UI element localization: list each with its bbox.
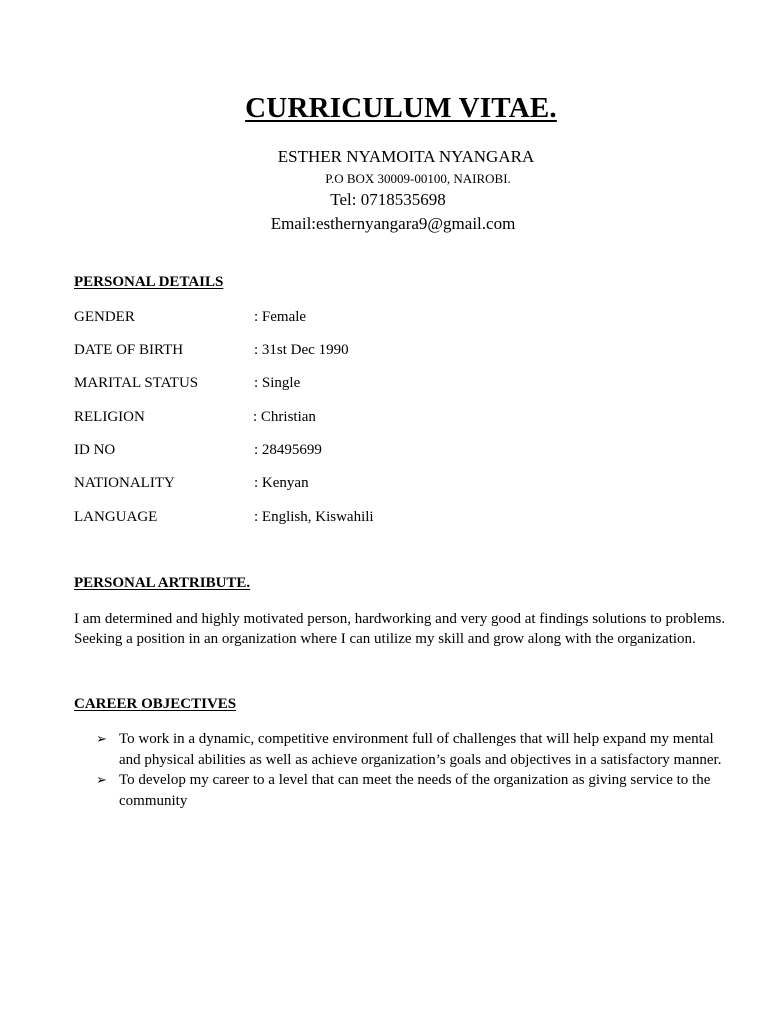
email-address: Email:esthernyangara9@gmail.com [270, 214, 516, 233]
detail-label: DATE OF BIRTH [74, 342, 184, 358]
postal-address: P.O BOX 30009-00100, NAIROBI. [325, 171, 511, 186]
detail-label: RELIGION [74, 409, 145, 425]
detail-row-gender [74, 309, 694, 329]
detail-row-nationality [74, 475, 694, 495]
detail-value: : 31st Dec 1990 [254, 342, 349, 358]
detail-row-language [74, 509, 694, 529]
detail-value: : Christian [253, 409, 316, 425]
objective-text: To develop my career to a level that can meet the needs of the organization as giving service to the community [119, 772, 711, 809]
arrow-bullet-icon: ➢ [96, 731, 107, 746]
document-title: CURRICULUM VITAE. [245, 92, 557, 124]
personal-attribute-heading: PERSONAL ARTRIBUTE. [74, 575, 251, 591]
career-objectives-list [74, 729, 734, 811]
detail-row-date-of-birth [74, 342, 694, 362]
detail-label: LANGUAGE [74, 509, 158, 525]
objective-text: To work in a dynamic, competitive environment full of challenges that will help expand my mental and physical abilities as well as achieve organization’s goals and objectives in a satisfactory manner. [119, 731, 722, 768]
personal-attribute-text: I am determined and highly motivated person, hardworking and very good at findings solutions to problems. Seeking a position in an organization where I can utilize my skill and grow along with the organization. [74, 611, 726, 647]
candidate-name: ESTHER NYAMOITA NYANGARA [277, 147, 535, 166]
detail-value: : 28495699 [254, 442, 322, 458]
personal-details-heading: PERSONAL DETAILS [74, 274, 224, 290]
detail-value: : Single [254, 375, 301, 391]
detail-value: : Kenyan [254, 475, 309, 491]
detail-label: ID NO [74, 442, 116, 458]
detail-value: : Female [254, 309, 307, 325]
detail-label: MARITAL STATUS [74, 375, 199, 391]
list-item [74, 729, 734, 770]
arrow-bullet-icon: ➢ [96, 772, 107, 787]
list-item [74, 770, 734, 811]
detail-row-marital-status [74, 375, 694, 395]
detail-label: NATIONALITY [74, 475, 175, 491]
detail-row-religion [74, 409, 694, 429]
detail-row-id-no [74, 442, 694, 462]
career-objectives-heading: CAREER OBJECTIVES [74, 696, 237, 712]
detail-value: : English, Kiswahili [254, 509, 374, 525]
telephone: Tel: 0718535698 [330, 190, 446, 209]
detail-label: GENDER [74, 309, 135, 325]
